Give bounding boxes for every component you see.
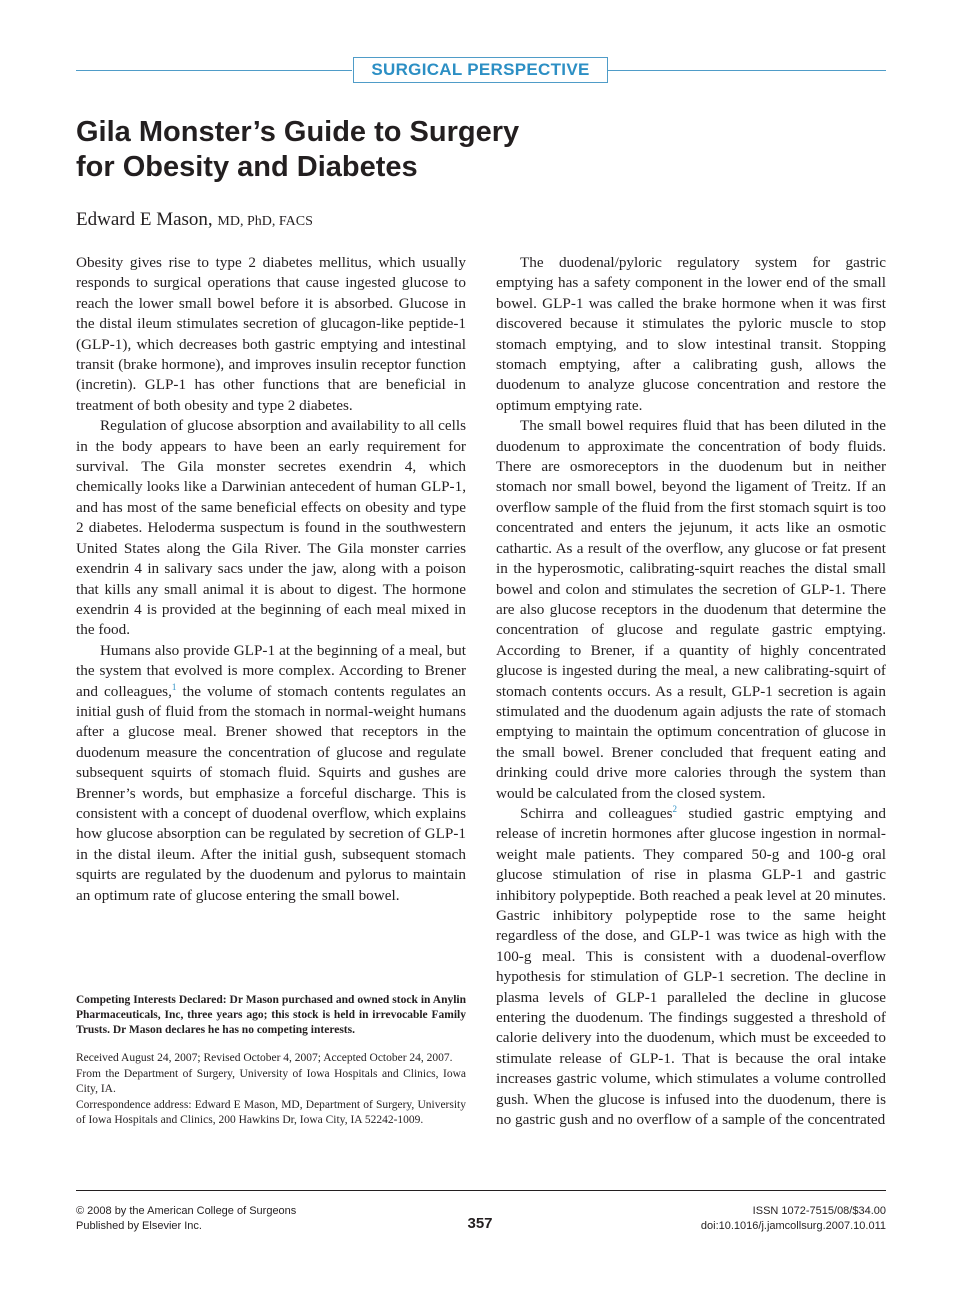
body-column-left bbox=[76, 253, 466, 906]
issn: ISSN 1072-7515/08/$34.00 bbox=[752, 1205, 886, 1217]
competing-interests: Competing Interests Declared: Dr Mason purchased and owned stock in Anylin Pharmaceuticals, Inc, three years ago; this stock is held in irrevocable Family Trusts. Dr Mason declares he has no competing interests. bbox=[76, 994, 466, 1036]
title-line-1: Gila Monster’s Guide to Surgery bbox=[76, 116, 520, 148]
paragraph bbox=[496, 804, 886, 1131]
paragraph: Regulation of glucose absorption and availability to all cells in the body appears to have been an early requirement for survival. The Gila monster secretes exendrin 4, which chemically looks like a Darwinian antecedent of human GLP-1, and has most of the same beneficial effects on obesity and type 2 diabetes. Heloderma suspectum is found in the southwestern United States along the Gila River. The Gila monster carries exendrin 4 in salivary sacs under the jaw, along with a poison that kills any small animal it is about to digest. The hormone exendrin 4 is provided at the beginning of each meal mixed in the food. bbox=[76, 417, 466, 639]
author-name: Edward E Mason, bbox=[76, 209, 213, 230]
reference-link[interactable]: 2 bbox=[672, 803, 678, 814]
paragraph-text: studied gastric emptying and release of incretin hormones after glucose ingestion in normal-weight male patients. They compared 50-g and 100-g oral glucose stimulation of rise in plasma GLP-1 and gastric inhibitory polypeptide. Both reached a peak level at 20 minutes. Gastric inhibitory polypeptide rose to the same height regardless of the dose, and GLP-1 was twice as high with the 100-g meal. This is consistent with a duodenal-overflow hypothesis for stimulation of GLP-1 secretion. The decline in plasma levels of GLP-1 paralleled the decline in glucose entering the duodenum. The findings suggested a threshold of calorie delivery into the duodenum, which must be exceeded to stimulate release of GLP-1. That is because the oral intake increases gastric volume, which stimulates a volume controlled gush. When the glucose is infused into the duodenum, there is no gastric gush and no overflow of a sample of the concentrated bbox=[496, 804, 886, 1129]
publisher: Published by Elsevier Inc. bbox=[76, 1220, 202, 1232]
section-label: SURGICAL PERSPECTIVE bbox=[353, 57, 608, 83]
paragraph: The small bowel requires fluid that has been diluted in the duodenum to approximate the concentration of body fluids. There are osmoreceptors in the duodenum but in neither stomach nor small bowel, beyond the ligament of Treitz. If an overflow sample of the fluid from the first stomach squirt is too concentrated and enters the jejunum, it acts like an osmotic cathartic. As a result of the overflow, any glucose or fat present in the hyperosmotic, calibrating-squirt reaches the distal small bowel and colon and stimulates the secretion of GLP-1. There are also glucose receptors in the duodenum that determine the concentration of glucose and regulate gastric emptying. According to Brener, if a quantity of highly concentrated glucose is ingested during the meal, a new calibrating-squirt of stomach contents occurs. As a result, GLP-1 secretion is again stimulated and the duodenum again adjusts the rate of stomach emptying to maintain the optimum concentration of glucose in the small bowel. Brener concluded that frequent eating and drinking could drive more calories through the system than would be calculated from the closed system. bbox=[496, 417, 886, 802]
article-notes bbox=[76, 1051, 466, 1129]
doi-link[interactable]: doi:10.1016/j.jamcollsurg.2007.10.011 bbox=[700, 1220, 886, 1232]
affiliation: From the Department of Surgery, University of Iowa Hospitals and Clinics, Iowa City, IA. bbox=[76, 1067, 466, 1095]
paragraph-text: Schirra and colleagues bbox=[520, 804, 673, 822]
footer-left bbox=[76, 1204, 296, 1234]
title-line-2: for Obesity and Diabetes bbox=[76, 151, 418, 183]
header-rule-right bbox=[608, 70, 886, 71]
body-column-right bbox=[496, 253, 886, 1130]
correspondence-address: Correspondence address: Edward E Mason, MD, Department of Surgery, University of Iowa Hospitals and Clinics, 200 Hawkins Dr, Iowa City, IA 52242-1009. bbox=[76, 1098, 466, 1126]
copyright: © 2008 by the American College of Surgeons bbox=[76, 1205, 297, 1217]
footer-rule bbox=[76, 1190, 886, 1191]
received-dates: Received August 24, 2007; Revised October 4, 2007; Accepted October 24, 2007. bbox=[76, 1052, 453, 1064]
author-line bbox=[76, 209, 313, 231]
footer-right bbox=[701, 1204, 886, 1234]
article-title bbox=[76, 115, 676, 185]
paragraph: Obesity gives rise to type 2 diabetes mellitus, which usually responds to surgical operations that cause ingested glucose to reach the lower small bowel before it is absorbed. Glucose in the distal ileum stimulates secretion of glucagon-like peptide-1 (GLP-1), which decreases both gastric emptying and intestinal transit (brake hormone), and improves insulin receptor function (incretin). GLP-1 has other functions that are beneficial in treatment of both obesity and type 2 diabetes. bbox=[76, 254, 466, 414]
paragraph-text: the volume of stomach contents regulates an initial gush of fluid from the stomach in normal-weight humans after a glucose meal. Brener showed that receptors in the duodenum measure the concentration of glucose and regulate subsequent squirts of stomach fluid. Squirts and gushes are Brenner’s words, but emphasize a forceful discharge. This is consistent with a concept of duodenal overflow, which explains how glucose absorption can be regulated by secretion of GLP-1 in the distal ileum. After the initial gush, subsequent stomach squirts are regulated by the duodenum and pylorus to maintain an optimum rate of glucose entering the small bowel. bbox=[76, 682, 466, 904]
page-number: 357 bbox=[467, 1215, 493, 1232]
author-degrees: MD, PhD, FACS bbox=[217, 214, 313, 229]
header-rule-left bbox=[76, 70, 352, 71]
paragraph: The duodenal/pyloric regulatory system for gastric emptying has a safety component in the lower end of the small bowel. GLP-1 was called the brake hormone when it was first discovered because it stimulates the pyloric muscle to stop stomach emptying, and to slow intestinal transit. Stopping stomach emptying, after a calibrating gush, allows the duodenum to analyze glucose concentration and restore the optimum emptying rate. bbox=[496, 254, 886, 414]
paragraph-text: Humans also provide GLP-1 at the beginning of a meal, but the system that evolved is more complex. According to Brener and colleagues, bbox=[76, 641, 466, 700]
paragraph bbox=[76, 641, 466, 906]
reference-link[interactable]: 1 bbox=[171, 681, 177, 692]
